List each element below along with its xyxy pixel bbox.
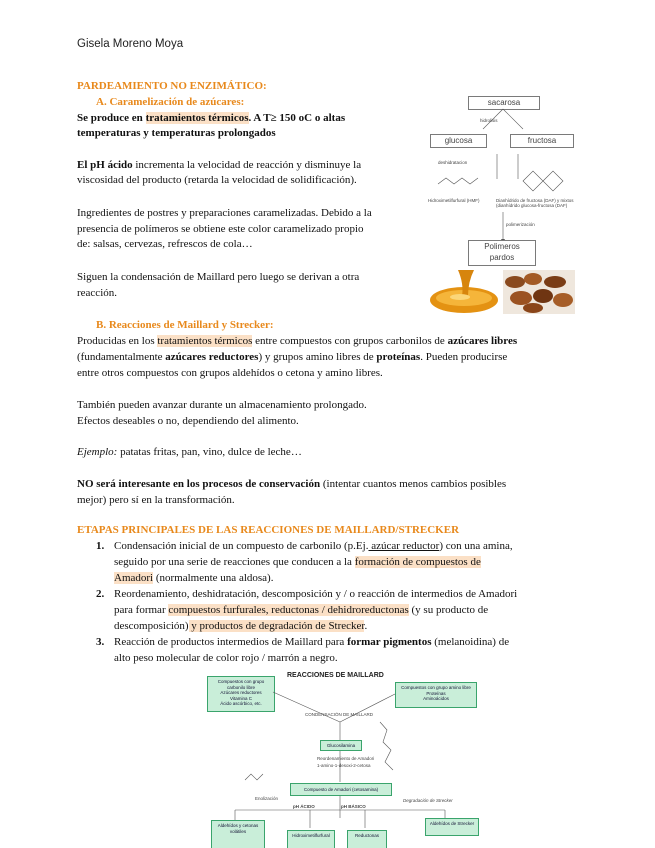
hidrolisis-label: hidrolisis: [480, 118, 498, 123]
paragraph-maillard-def-line1: Producidas en los tratamientos térmicos entre compuestos con grupos carbonilos de azúcares libres: [77, 335, 518, 347]
maillard-diagram-title: REACCIONES DE MAILLARD: [287, 672, 384, 679]
subsection-title-caramelizacion: A. Caramelización de azúcares:: [96, 96, 245, 108]
paragraph-maillard-def-line2: (fundamentalmente azúcares reductores) y grupos amino libres de proteínas. Pueden producirse: [77, 351, 508, 363]
list-item-2-line2: para formar compuestos furfurales, reductonas / dehidroreductonas (y su producto de: [114, 604, 489, 616]
paragraph-ingredientes-line3: de: salsas, cervezas, refrescos de cola…: [77, 238, 253, 250]
maillard-diagram: [205, 670, 487, 848]
paragraph-caramelizacion-line1: Se produce en tratamientos térmicos. A T≥ 150 oC o altas: [77, 112, 346, 124]
highlight-tratamientos-termicos: tratamientos térmicos: [145, 112, 249, 124]
aldehidos-box: Aldehídos y cetonas volátiles: [211, 820, 265, 848]
list-item-3-line1: 3. Reacción de productos intermedios de Maillard para formar pigmentos (melanoidina) de: [96, 636, 510, 648]
polimerizacion-label: polimerización: [506, 222, 535, 227]
paragraph-ejemplo: Ejemplo: patatas fritas, pan, vino, dulce de leche…: [77, 446, 302, 458]
strecker-label: Degradación de Strecker: [403, 798, 453, 803]
list-item-2-line3: descomposición) y productos de degradación de Strecker.: [114, 620, 368, 632]
ph-basico-label: pH BÁSICO: [341, 804, 366, 809]
reductonas-box: Reductonas: [347, 830, 387, 848]
paragraph-ingredientes-line2: presencia de polímeros se obtiene este color caramelizado propio: [77, 223, 364, 235]
polimeros-pardos-box: Polimeros pardos: [468, 240, 536, 266]
list-item-3-line2: alto peso molecular de color rojo / marrón a negro.: [114, 652, 338, 664]
condensacion-label: CONDENSACIÓN DE MAILLARD: [305, 712, 374, 717]
list-item-1-line3: Amadori (normalmente una aldosa).: [114, 572, 274, 584]
enolizacion-label: Enolización: [255, 796, 279, 801]
cetosamina-label: 1-amino-1-desoxi-2-cetosa: [317, 763, 371, 768]
ph-acido-label: pH ÁCIDO: [293, 804, 315, 809]
strecker-aldehidos-box: Aldehídos de Strecker: [425, 818, 479, 836]
caramelized-nuts-photo: [503, 270, 575, 314]
deshidratacion-label: deshidratacion: [438, 160, 468, 165]
paragraph-ph-line1: El pH ácido incrementa la velocidad de reacción y disminuye la: [77, 159, 362, 171]
paragraph-maillard-def-line3: entre otros compuestos con grupos aldehídos o cetona y amino libres.: [77, 367, 383, 379]
furfural-box: Hidroximetilfurfural: [287, 830, 335, 848]
dfa-label: Dianhídrido de fructosa (DAF) y mixtos (dianhídrido glucosa-fructosa (DAF): [496, 198, 574, 208]
amadori-box: Compuesto de Amadori (cetosamina): [290, 783, 392, 796]
list-item-1-line2: seguido por una serie de reacciones que conducen a la formación de compuestos de: [114, 556, 481, 568]
highlight-tratamientos-termicos-2: tratamientos térmicos: [157, 335, 253, 347]
paragraph-maillard-line1: Siguen la condensación de Maillard pero luego se derivan a otra: [77, 271, 360, 283]
paragraph-conservacion-line2: mejor) pero sí en la transformación.: [77, 494, 235, 506]
caramelizacion-diagram: [428, 94, 578, 314]
paragraph-ingredientes-line1: Ingredientes de postres y preparaciones caramelizadas. Debido a la: [77, 207, 372, 219]
glucosilamina-box: Glucosilamina: [320, 740, 362, 751]
section-title-etapas: ETAPAS PRINCIPALES DE LAS REACCIONES DE MAILLARD/STRECKER: [77, 524, 460, 536]
paragraph-caramelizacion-line2: temperaturas y temperaturas prolongados: [77, 127, 276, 139]
glucosa-box: glucosa: [430, 134, 487, 148]
hmf-molecule-icon: [436, 174, 486, 192]
highlight-compuestos-amadori: formación de compuestos de: [354, 556, 481, 568]
paragraph-efectos: Efectos deseables o no, dependiendo del alimento.: [77, 415, 299, 427]
fructosa-box: fructosa: [510, 134, 574, 148]
paragraph-conservacion-line1: NO será interesante en los procesos de conservación (intentar cuantos menos cambios posibles: [77, 478, 507, 490]
highlight-compuestos-furfurales: compuestos furfurales, reductonas / dehidroreductonas: [168, 604, 409, 616]
subsection-title-maillard: B. Reacciones de Maillard y Strecker:: [96, 319, 274, 331]
section-title-pardeamiento: PARDEAMIENTO NO ENZIMÁTICO:: [77, 80, 267, 92]
sacarosa-box: sacarosa: [468, 96, 540, 110]
reordenamiento-label: Reordenamiento de Amadori: [317, 756, 375, 761]
hmf-label: Hidroximetilfurfural (HMF): [428, 198, 480, 203]
list-item-1-line1: 1. Condensación inicial de un compuesto de carbonilo (p.Ej. azúcar reductor) con una amina,: [96, 540, 513, 552]
paragraph-ph-line2: viscosidad del producto (retarda la velocidad de solidificación).: [77, 174, 357, 186]
carbonilo-box: Compuestos con grupo carbonilo libre Azúcares reductores Vitamina C Ácido ascórbico, etc.: [207, 676, 275, 712]
dfa-molecule-icon: [518, 166, 568, 196]
paragraph-almacenamiento: También pueden avanzar durante un almacenamiento prolongado.: [77, 399, 367, 411]
paragraph-maillard-line2: reacción.: [77, 287, 117, 299]
document-author: Gisela Moreno Moya: [77, 38, 184, 50]
highlight-productos-strecker: y productos de degradación de Strecker: [188, 620, 365, 632]
amino-box: Compuestos con grupo amino libre Proteínas Aminoácidos: [395, 682, 477, 708]
list-item-2-line1: 2. Reordenamiento, deshidratación, descomposición y / o reacción de intermedios de Amadori: [96, 588, 518, 600]
caramel-photo: [428, 270, 500, 314]
